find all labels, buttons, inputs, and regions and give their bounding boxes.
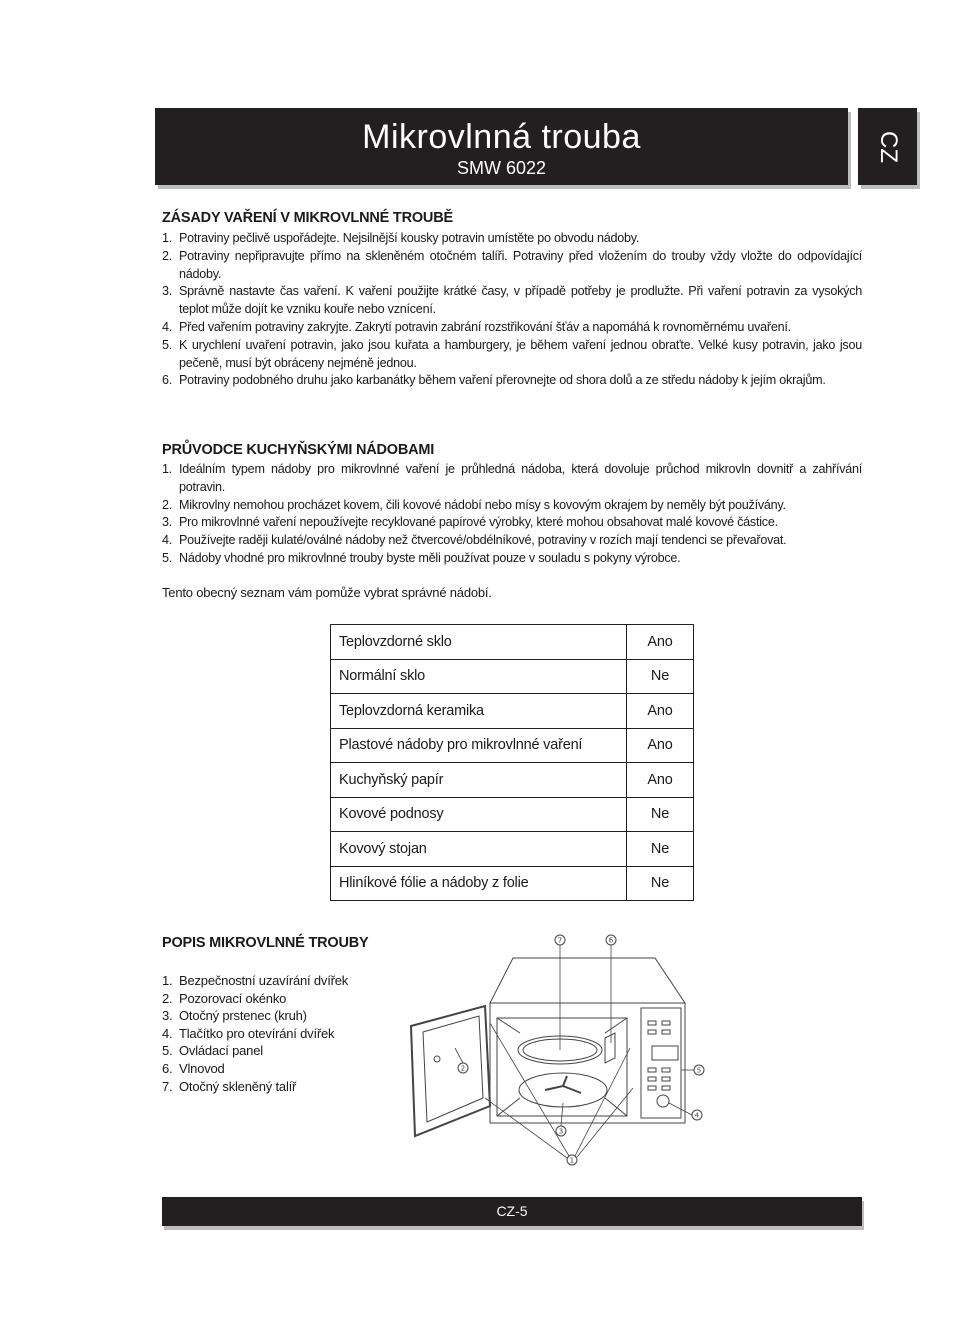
callout-label: 1 [569,1156,575,1165]
callout-label: 2 [460,1064,466,1073]
list-item [162,972,348,990]
cavity-edge [605,1018,627,1033]
cookware-name: Kovové podnosy [331,797,627,832]
item-text: Vlnovod [179,1060,225,1076]
leader-lines [455,945,694,1158]
page-footer [162,1197,862,1226]
cookware-name: Hliníkové fólie a nádoby z folie [331,866,627,901]
cavity-edge [497,1098,520,1116]
table-row [331,832,694,867]
table-row [331,728,694,763]
item-number: 1. [162,231,173,245]
cookware-suitability: Ano [627,728,694,763]
callout-label: 6 [608,936,614,945]
list-item [162,1007,348,1025]
item-number: 3. [162,1008,173,1024]
viewing-window [423,1016,483,1122]
list-item [162,497,862,515]
item-text: Správně nastavte čas vaření. K vaření použijte krátké časy, v případě potřeby je prodlužte. Při vaření potravin za vysokých teplot může dojít ke vzniku kouře nebo vznícení. [179,284,862,317]
item-text: Před vařením potraviny zakryjte. Zakrytí potravin zabrání rozstřikování šťáv a napomáhá k rovnoměrnému uvaření. [179,319,791,334]
list-item [162,514,862,532]
list-item [162,283,862,319]
control-knob [657,1095,669,1107]
item-text: Tlačítko pro otevírání dvířek [179,1025,335,1041]
cookware-note: Tento obecný seznam vám pomůže vybrat správné nádobí. [162,585,492,600]
item-text: Pro mikrovlnné vaření nepoužívejte recyklované papírové výrobky, které mohou obsahovat malé kovové částice. [179,515,778,530]
item-number: 5. [162,550,173,565]
title-banner [155,108,848,185]
cookware-name: Kuchyňský papír [331,763,627,798]
list-item [162,1025,348,1043]
table-row [331,625,694,660]
item-number: 5. [162,337,173,352]
list-item [162,461,862,497]
item-text: Nádoby vhodné pro mikrovlnné trouby byste měli používat pouze v souladu s pokyny výrobce. [179,550,681,565]
display [652,1046,678,1060]
oven-description-heading: POPIS MIKROVLNNÉ TROUBY [162,935,369,951]
language-code: CZ [874,130,902,163]
cookware-suitability: Ne [627,797,694,832]
item-text: Ideálním typem nádoby pro mikrovlnné vaření je průhledná nádoba, která dovoluje průchod mikrovln dovnitř a zahřívání potravin. [179,462,862,494]
language-tab [858,108,917,185]
item-number: 4. [162,1025,173,1041]
item-text: Bezpečnostní uzavírání dvířek [179,973,349,988]
cookware-table [330,624,694,901]
page-title: Mikrovlnná trouba [362,118,641,156]
roller-support [545,1076,581,1093]
callout-label: 5 [696,1066,702,1075]
list-item [162,550,862,568]
item-text: Pozorovací okénko [179,990,287,1006]
item-number: 2. [162,497,173,512]
table-row [331,866,694,901]
list-item [162,1042,348,1060]
cookware-suitability: Ne [627,832,694,867]
cookware-guide-heading: PRŮVODCE KUCHYŇSKÝMI NÁDOBAMI [162,442,435,458]
item-number: 6. [162,373,173,388]
cooking-principles-heading: ZÁSADY VAŘENÍ V MIKROVLNNÉ TROUBĚ [162,210,453,226]
cookware-name: Kovový stojan [331,832,627,867]
item-number: 4. [162,319,173,334]
oven-parts-list [162,972,348,1095]
control-panel [641,1008,681,1118]
door-latch [434,1056,440,1062]
callout-label: 4 [694,1111,700,1120]
item-number: 3. [162,515,173,530]
cookware-name: Teplovzdorná keramika [331,694,627,729]
oven-top [490,958,685,1003]
cookware-guide-list [162,461,862,568]
roller-ring [519,1073,607,1107]
cookware-suitability: Ano [627,694,694,729]
cookware-name: Teplovzdorné sklo [331,625,627,660]
cookware-name: Plastové nádoby pro mikrovlnné vaření [331,728,627,763]
waveguide [605,1033,615,1063]
table-row [331,763,694,798]
cookware-suitability: Ano [627,763,694,798]
cavity-edge [605,1098,627,1116]
cookware-suitability: Ano [627,625,694,660]
table-row [331,694,694,729]
item-number: 4. [162,533,173,548]
list-item [162,1060,348,1078]
callout-label: 7 [557,936,563,945]
list-item [162,248,862,284]
cookware-suitability: Ne [627,866,694,901]
list-item [162,230,862,248]
table-row [331,797,694,832]
item-number: 1. [162,973,173,988]
cookware-name: Normální sklo [331,659,627,694]
oven-door [411,1006,490,1136]
item-number: 5. [162,1043,173,1059]
cooking-principles-list [162,230,862,390]
table-row [331,659,694,694]
cavity-edge [497,1018,520,1033]
cookware-suitability: Ne [627,659,694,694]
list-item [162,990,348,1008]
item-number: 7. [162,1078,173,1094]
item-text: Mikrovlny nemohou procházet kovem, čili kovové nádobí nebo mísy s kovovým okrajem by neměly být používány. [179,497,786,512]
list-item [162,372,862,390]
item-text: Otočný prstenec (kruh) [179,1008,307,1024]
item-text: Ovládací panel [179,1043,263,1059]
item-number: 1. [162,462,173,476]
list-item [162,1078,348,1096]
list-item [162,532,862,550]
list-item [162,337,862,373]
item-number: 6. [162,1060,173,1076]
panel-buttons [648,1021,670,1090]
list-item [162,319,862,337]
model-number: SMW 6022 [456,158,547,178]
microwave-diagram [405,928,725,1173]
item-number: 2. [162,248,173,263]
item-text: Používejte raději kulaté/oválné nádoby než čtvercové/obdélníkové, potraviny v rozích mají tendenci se převařovat. [179,533,787,548]
item-text: Potraviny nepřipravujte přímo na skleněném otočném talíři. Potraviny před vložením do trouby vždy vložte do odpovídající nádoby. [179,248,862,281]
item-text: Potraviny pečlivě uspořádejte. Nejsilnější kousky potravin umístěte po obvodu nádoby. [179,231,640,245]
item-text: K urychlení uvaření potravin, jako jsou kuřata a hamburgery, je během vaření jednou obraťte. Velké kusy potravin, jako jsou pečeně, musí být obráceny nejméně jednou. [179,337,862,370]
item-text: Otočný skleněný talíř [179,1078,297,1094]
item-number: 3. [162,284,173,299]
page-number: CZ-5 [496,1203,528,1219]
item-text: Potraviny podobného druhu jako karbanátky během vaření přerovnejte od shora dolů a ze středu nádoby k jejím okrajům. [179,373,826,388]
item-number: 2. [162,990,173,1006]
callout-label: 3 [558,1127,564,1136]
